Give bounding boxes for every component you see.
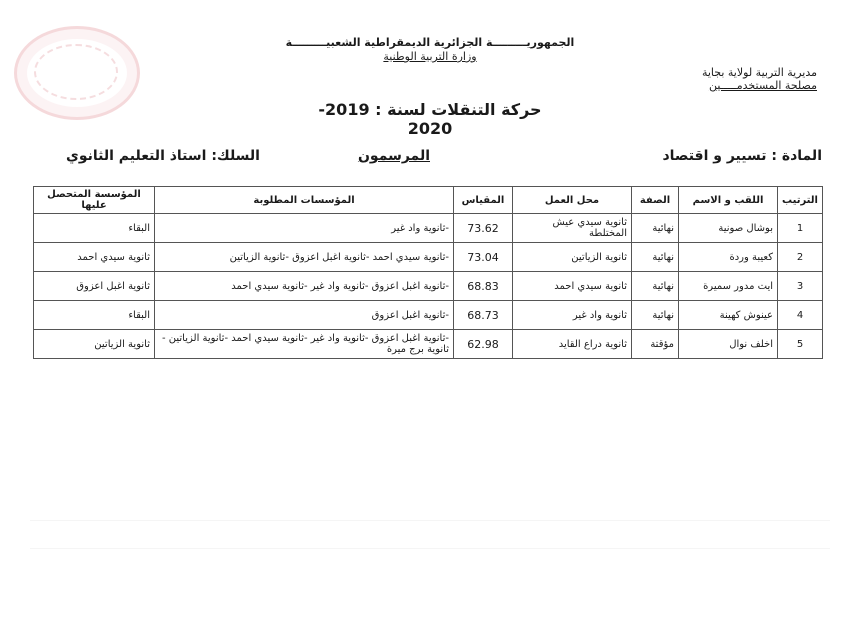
column-header: الترتيب	[778, 187, 823, 214]
ministry-name: وزارة التربية الوطنية	[383, 50, 477, 63]
corps-label: السلك: استاذ التعليم الثانوي	[66, 148, 260, 164]
cell-requested: -ثانوية اغبل اعزوق	[155, 301, 454, 330]
cell-rank: 3	[778, 272, 823, 301]
table-header-row	[34, 187, 823, 214]
decree-label: المرسمون	[357, 148, 430, 164]
cell-score: 62.98	[454, 330, 513, 359]
cell-obtained: البقاء	[34, 301, 155, 330]
document-title: حركة التنقلات لسنة : 2019-2020	[318, 100, 542, 138]
cell-requested: -ثانوية واد غير	[155, 214, 454, 243]
cell-name: عينوش كهينة	[679, 301, 778, 330]
cell-status: مؤقتة	[632, 330, 679, 359]
cell-rank: 1	[778, 214, 823, 243]
cell-rank: 2	[778, 243, 823, 272]
cell-name: اخلف نوال	[679, 330, 778, 359]
service-name: مصلحة المستخدمـــــين	[708, 79, 817, 92]
cell-name: بوشال صونية	[679, 214, 778, 243]
cell-score: 73.04	[454, 243, 513, 272]
header-right	[657, 66, 817, 92]
republic-name: الجمهوريـــــــــة الجزائرية الديمقراطية الشعبيـــــــــة	[285, 36, 575, 49]
column-header: اللقب و الاسم	[679, 187, 778, 214]
meta-row	[32, 148, 822, 170]
cell-workplace: ثانوية دراع القايد	[513, 330, 632, 359]
cell-score: 73.62	[454, 214, 513, 243]
cell-workplace: ثانوية سيدي عيش المختلطة	[513, 214, 632, 243]
cell-rank: 4	[778, 301, 823, 330]
column-header: المقياس	[454, 187, 513, 214]
cell-obtained: ثانوية الزياتين	[34, 330, 155, 359]
cell-status: نهائية	[632, 272, 679, 301]
column-header: محل العمل	[513, 187, 632, 214]
cell-obtained: ثانوية اغبل اعزوق	[34, 272, 155, 301]
cell-workplace: ثانوية سيدي احمد	[513, 272, 632, 301]
table-row	[34, 330, 823, 359]
cell-status: نهائية	[632, 301, 679, 330]
scan-artifact-line	[30, 548, 830, 549]
cell-workplace: ثانوية الزياتين	[513, 243, 632, 272]
cell-obtained: ثانوية سيدي احمد	[34, 243, 155, 272]
cell-score: 68.73	[454, 301, 513, 330]
scan-artifact-line	[30, 520, 830, 521]
cell-status: نهائية	[632, 243, 679, 272]
cell-requested: -ثانوية اغبل اعزوق -ثانوية واد غير -ثانوية سيدي احمد -ثانوية الزياتين - ثانوية برج ميرة	[155, 330, 454, 359]
table-row	[34, 243, 823, 272]
cell-name: ايت مدور سميرة	[679, 272, 778, 301]
cell-score: 68.83	[454, 272, 513, 301]
directorate-name: مديرية التربية لولاية بجاية	[701, 66, 817, 79]
table-row	[34, 272, 823, 301]
cell-obtained: البقاء	[34, 214, 155, 243]
cell-status: نهائية	[632, 214, 679, 243]
header-center	[250, 36, 610, 64]
subject-label: المادة : تسيير و اقتصاد	[662, 148, 822, 164]
column-header: المؤسسات المطلوبة	[155, 187, 454, 214]
cell-rank: 5	[778, 330, 823, 359]
table-row	[34, 214, 823, 243]
column-header: الصفة	[632, 187, 679, 214]
cell-requested: -ثانوية اغبل اعزوق -ثانوية واد غير -ثانوية سيدي احمد	[155, 272, 454, 301]
cell-requested: -ثانوية سيدي احمد -ثانوية اغبل اعزوق -ثانوية الزياتين	[155, 243, 454, 272]
cell-name: كعيبة وردة	[679, 243, 778, 272]
transfers-table	[33, 186, 823, 359]
table-row	[34, 301, 823, 330]
official-stamp-inner-ring	[34, 44, 118, 100]
column-header: المؤسسة المتحصل عليها	[34, 187, 155, 214]
cell-workplace: ثانوية واد غير	[513, 301, 632, 330]
